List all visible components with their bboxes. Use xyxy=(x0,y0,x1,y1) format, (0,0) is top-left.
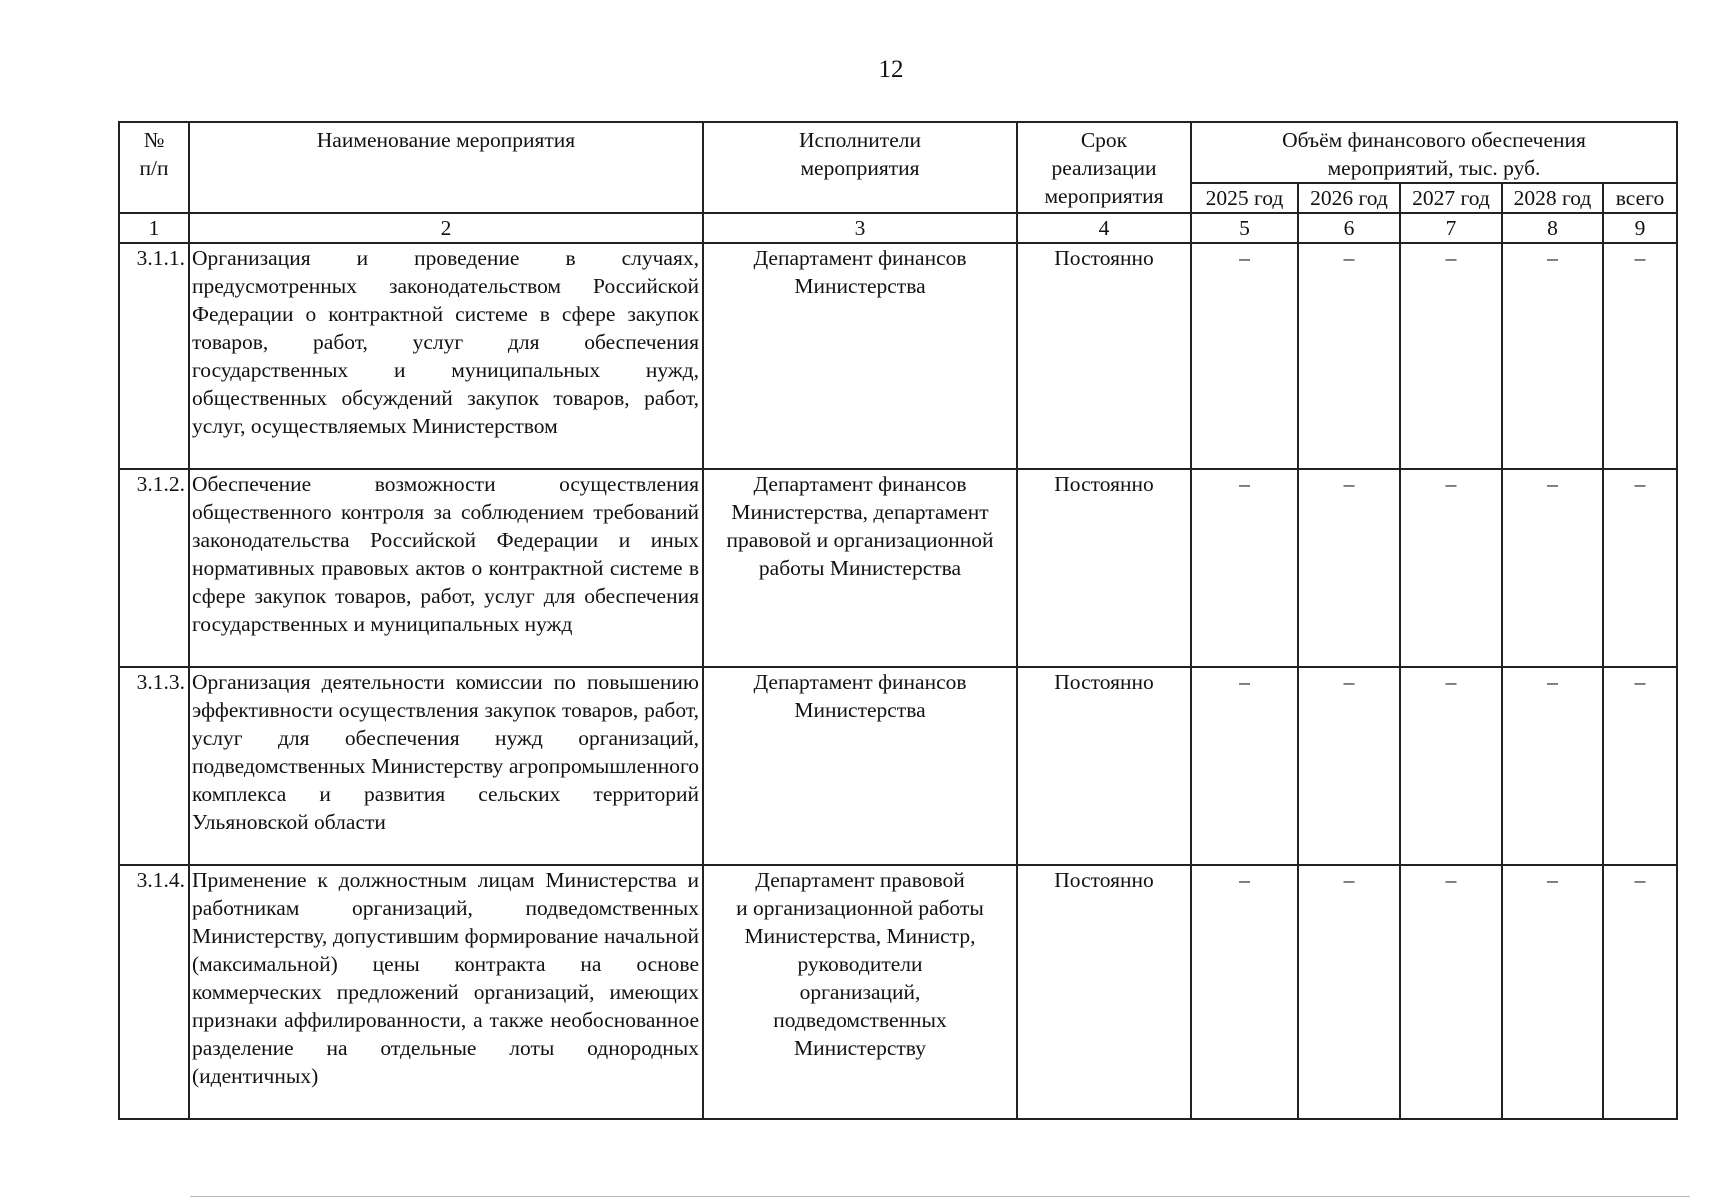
activity-name: Обеспечение возможности осуществления общественного контроля за соблюдением требований законодательства Российской Федерации и иных нормативных правовых актов о контрактной системе в сфере закупок товаров, работ, услуг для обеспечения государственных и муниципальных нужд xyxy=(189,469,703,667)
table-row xyxy=(119,243,1677,469)
header-term: Срок реализации мероприятия xyxy=(1017,122,1191,213)
activity-name: Организация деятельности комиссии по повышению эффективности осуществления закупок товаров, работ, услуг для обеспечения нужд организаций, подведомственных Министерству агропромышленного комплекса и развития сельских территорий Ульяновской области xyxy=(189,667,703,865)
finance-value: – xyxy=(1400,469,1502,667)
activity-executors: Департамент финансов Министерства xyxy=(703,667,1017,865)
header-year: 2027 год xyxy=(1400,183,1502,213)
finance-value: – xyxy=(1400,243,1502,469)
finance-value: – xyxy=(1298,865,1400,1119)
header-name: Наименование мероприятия xyxy=(189,122,703,213)
header-executors: Исполнители мероприятия xyxy=(703,122,1017,213)
activity-executors: Департамент финансов Министерства xyxy=(703,243,1017,469)
header-year: 2025 год xyxy=(1191,183,1298,213)
activities-table xyxy=(118,121,1678,1120)
row-number: 3.1.4. xyxy=(119,865,189,1119)
activity-executors: Департамент правовой и организационной работы Министерства, Министр, руководители организаций, подведомственных Министерству xyxy=(703,865,1017,1119)
column-index: 7 xyxy=(1400,213,1502,243)
header-year: 2026 год xyxy=(1298,183,1400,213)
page-number: 12 xyxy=(878,56,904,83)
column-index: 9 xyxy=(1603,213,1677,243)
activity-term: Постоянно xyxy=(1017,469,1191,667)
table-row xyxy=(119,865,1677,1119)
finance-total: – xyxy=(1603,667,1677,865)
finance-value: – xyxy=(1502,865,1603,1119)
finance-value: – xyxy=(1502,469,1603,667)
finance-value: – xyxy=(1191,865,1298,1119)
header-year: 2028 год xyxy=(1502,183,1603,213)
activity-executors: Департамент финансов Министерства, департамент правовой и организационной работы Министерства xyxy=(703,469,1017,667)
finance-value: – xyxy=(1400,865,1502,1119)
table-row xyxy=(119,469,1677,667)
activity-term: Постоянно xyxy=(1017,865,1191,1119)
activity-name: Применение к должностным лицам Министерства и работникам организаций, подведомственных Министерству, допустившим формирование начальной (максимальной) цены контракта на основе коммерческих предложений организаций, имеющих признаки аффилированности, а также необоснованное разделение на отдельные лоты однородных (идентичных) xyxy=(189,865,703,1119)
column-index: 1 xyxy=(119,213,189,243)
finance-value: – xyxy=(1298,667,1400,865)
finance-total: – xyxy=(1603,243,1677,469)
row-number: 3.1.2. xyxy=(119,469,189,667)
table-header-row xyxy=(119,122,1677,183)
activity-name: Организация и проведение в случаях, предусмотренных законодательством Российской Федерации о контрактной системе в сфере закупок товаров, работ, услуг для обеспечения государственных и муниципальных нужд, общественных обсуждений закупок товаров, работ, услуг, осуществляемых Министерством xyxy=(189,243,703,469)
finance-value: – xyxy=(1502,667,1603,865)
column-index: 4 xyxy=(1017,213,1191,243)
finance-value: – xyxy=(1502,243,1603,469)
activity-term: Постоянно xyxy=(1017,243,1191,469)
header-total: всего xyxy=(1603,183,1677,213)
page-bottom-rule xyxy=(190,1196,1690,1197)
activity-term: Постоянно xyxy=(1017,667,1191,865)
row-number: 3.1.1. xyxy=(119,243,189,469)
column-index: 3 xyxy=(703,213,1017,243)
column-index: 5 xyxy=(1191,213,1298,243)
finance-value: – xyxy=(1191,469,1298,667)
table-row xyxy=(119,667,1677,865)
row-number: 3.1.3. xyxy=(119,667,189,865)
finance-value: – xyxy=(1400,667,1502,865)
finance-value: – xyxy=(1191,243,1298,469)
finance-value: – xyxy=(1298,469,1400,667)
column-index: 8 xyxy=(1502,213,1603,243)
finance-value: – xyxy=(1298,243,1400,469)
column-index: 6 xyxy=(1298,213,1400,243)
column-index-row xyxy=(119,213,1677,243)
finance-total: – xyxy=(1603,469,1677,667)
column-index: 2 xyxy=(189,213,703,243)
header-num: № п/п xyxy=(119,122,189,213)
header-finance: Объём финансового обеспечения мероприятий, тыс. руб. xyxy=(1191,122,1677,183)
finance-value: – xyxy=(1191,667,1298,865)
finance-total: – xyxy=(1603,865,1677,1119)
